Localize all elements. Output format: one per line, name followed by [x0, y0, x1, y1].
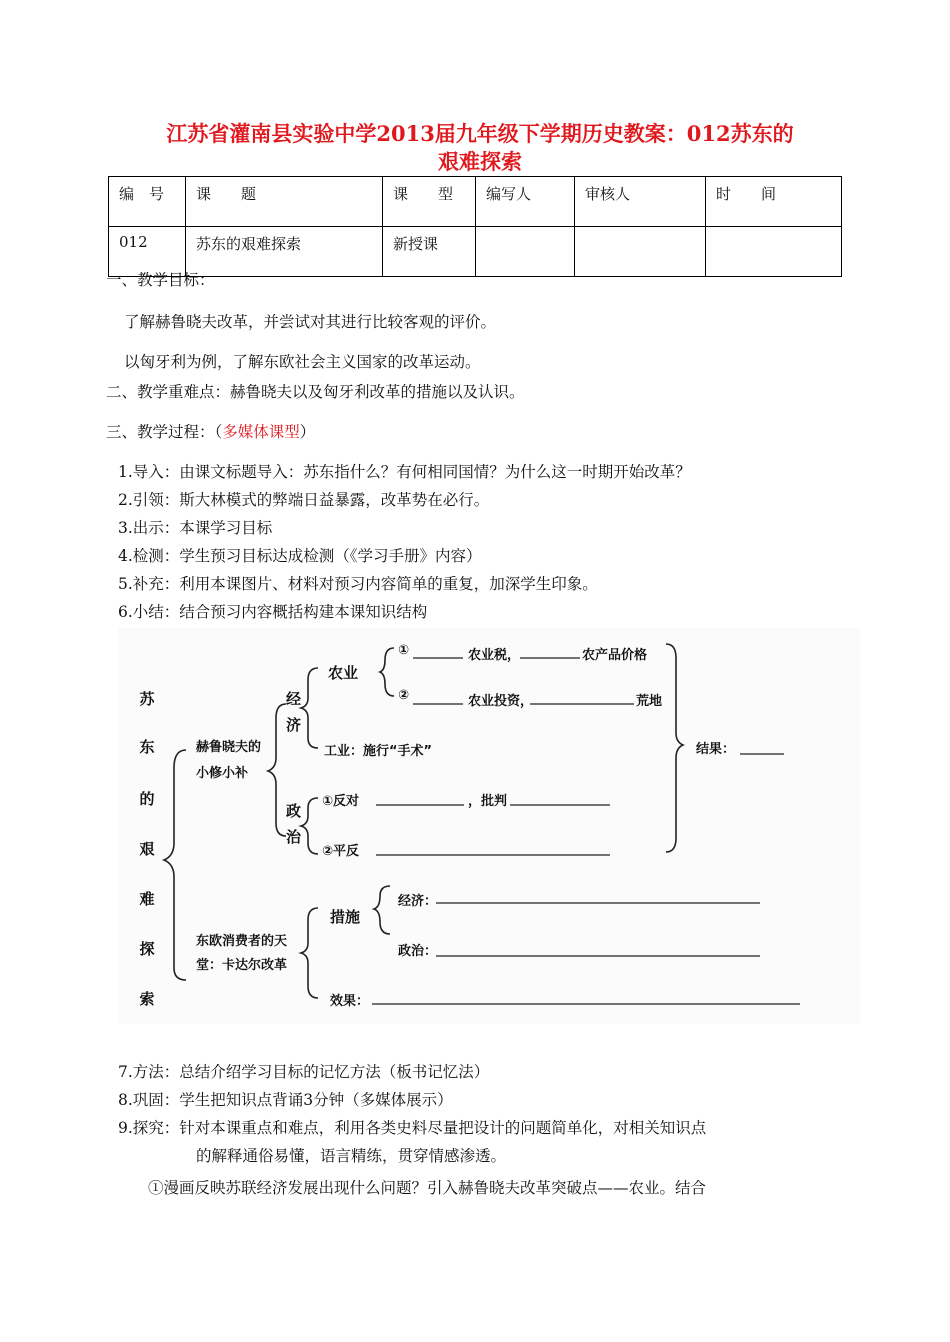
step-2: 2.引领：斯大林模式的弊端日益暴露，改革势在必行。 [118, 491, 490, 509]
knowledge-structure-diagram [118, 628, 860, 1024]
table-cell [575, 227, 706, 277]
economy-brace [301, 668, 318, 748]
economy-char: 经 [286, 690, 302, 708]
process-heading [106, 422, 315, 442]
step-9: 9.探究：针对本课重点和难点，利用各类史料尽量把设计的问题简单化，对相关知识点 [118, 1119, 707, 1137]
step-6: 6.小结：结合预习内容概括构建本课知识结构 [118, 603, 428, 621]
process-heading-label: 三、教学过程：（ [106, 423, 223, 441]
step-7: 7.方法：总结介绍学习目标的记忆方法（板书记忆法） [118, 1063, 490, 1081]
root-char: 探 [139, 940, 155, 958]
root-char: 苏 [139, 690, 155, 708]
agri-brace [380, 648, 394, 696]
step-8: 8.巩固：学生把知识点背诵3分钟（多媒体展示） [118, 1091, 453, 1109]
root-char: 艰 [139, 840, 155, 858]
result-brace [666, 644, 683, 852]
politics-item-1-b: ，批判 [468, 794, 508, 809]
agri-item-2-num: ② [398, 688, 410, 703]
table-cell: 012 [109, 227, 186, 277]
agriculture-label: 农业 [328, 664, 359, 682]
result-label: 结果： [696, 742, 736, 757]
effect-label: 效果： [330, 994, 370, 1009]
process-heading-close: ） [299, 423, 316, 441]
page-title [100, 120, 860, 176]
key-points: 二、教学重难点：赫鲁晓夫以及匈牙利改革的措施以及认识。 [106, 383, 525, 401]
root-char: 的 [139, 790, 155, 808]
goal-1: 了解赫鲁晓夫改革，并尝试对其进行比较客观的评价。 [124, 313, 497, 331]
process-type: 多媒体课型 [222, 423, 300, 441]
eastern-brace [301, 908, 318, 998]
root-char: 索 [139, 990, 155, 1008]
eastern-line-2: 堂：卡达尔改革 [196, 958, 288, 973]
table-cell: 苏东的艰难探索 [186, 227, 383, 277]
politics-brace [301, 798, 318, 854]
step-5: 5.补充：利用本课图片、材料对预习内容简单的重复，加深学生印象。 [118, 575, 598, 593]
step-1: 1.导入：由课文标题导入：苏东指什么？有何相同国情？为什么这一时期开始改革？ [118, 463, 691, 481]
title-line-1: 江苏省灌南县实验中学2013届九年级下学期历史教案：012苏东的 [166, 121, 794, 146]
agri-item-1-end: 农产品价格 [582, 648, 648, 663]
table-row [109, 227, 842, 277]
title-line-2: 艰难探索 [438, 149, 522, 174]
khrushchev-brace [268, 704, 286, 836]
step-3: 3.出示：本课学习目标 [118, 519, 273, 537]
eastern-line-1: 东欧消费者的天 [196, 934, 288, 949]
politics-item-1-a: ①反对 [322, 794, 360, 809]
header-cell: 课 型 [383, 177, 476, 227]
root-char: 东 [139, 738, 155, 756]
goal-2: 以匈牙利为例，了解东欧社会主义国家的改革运动。 [124, 353, 481, 371]
goals-heading: 一、教学目标： [106, 271, 215, 289]
agri-item-1-mid: 农业税， [468, 648, 521, 663]
header-cell: 编写人 [476, 177, 575, 227]
header-cell: 课 题 [186, 177, 383, 227]
table-cell [706, 227, 842, 277]
measures-brace [374, 886, 390, 934]
politics-char: 治 [286, 828, 302, 846]
khrushchev-line-2: 小修小补 [196, 766, 249, 781]
industry-label: 工业：施行“手术” [324, 744, 433, 759]
politics-char: 政 [286, 802, 302, 820]
agri-item-1-num: ① [398, 643, 410, 658]
measures-label: 措施 [330, 908, 361, 926]
root-brace [164, 750, 186, 980]
economy-char: 济 [286, 716, 302, 734]
step-9-continued: 的解释通俗易懂，语言精练，贯穿情感渗透。 [196, 1147, 507, 1165]
measures-economy-label: 经济： [398, 894, 438, 909]
agri-item-2-end: 荒地 [636, 694, 663, 709]
root-char: 难 [139, 890, 155, 908]
politics-item-2: ②平反 [322, 844, 360, 859]
agri-item-2-mid: 农业投资， [468, 694, 534, 709]
table-cell: 新授课 [383, 227, 476, 277]
khrushchev-line-1: 赫鲁晓夫的 [196, 740, 262, 755]
measures-politics-label: 政治： [398, 944, 438, 959]
info-table [108, 176, 842, 277]
table-cell [476, 227, 575, 277]
step-4: 4.检测：学生预习目标达成检测（《学习手册》内容） [118, 547, 482, 565]
header-cell: 编 号 [109, 177, 186, 227]
inquiry-item-1: ①漫画反映苏联经济发展出现什么问题？引入赫鲁晓夫改革突破点——农业。结合 [148, 1179, 707, 1197]
header-cell: 时 间 [706, 177, 842, 227]
header-cell: 审核人 [575, 177, 706, 227]
table-header-row [109, 177, 842, 227]
